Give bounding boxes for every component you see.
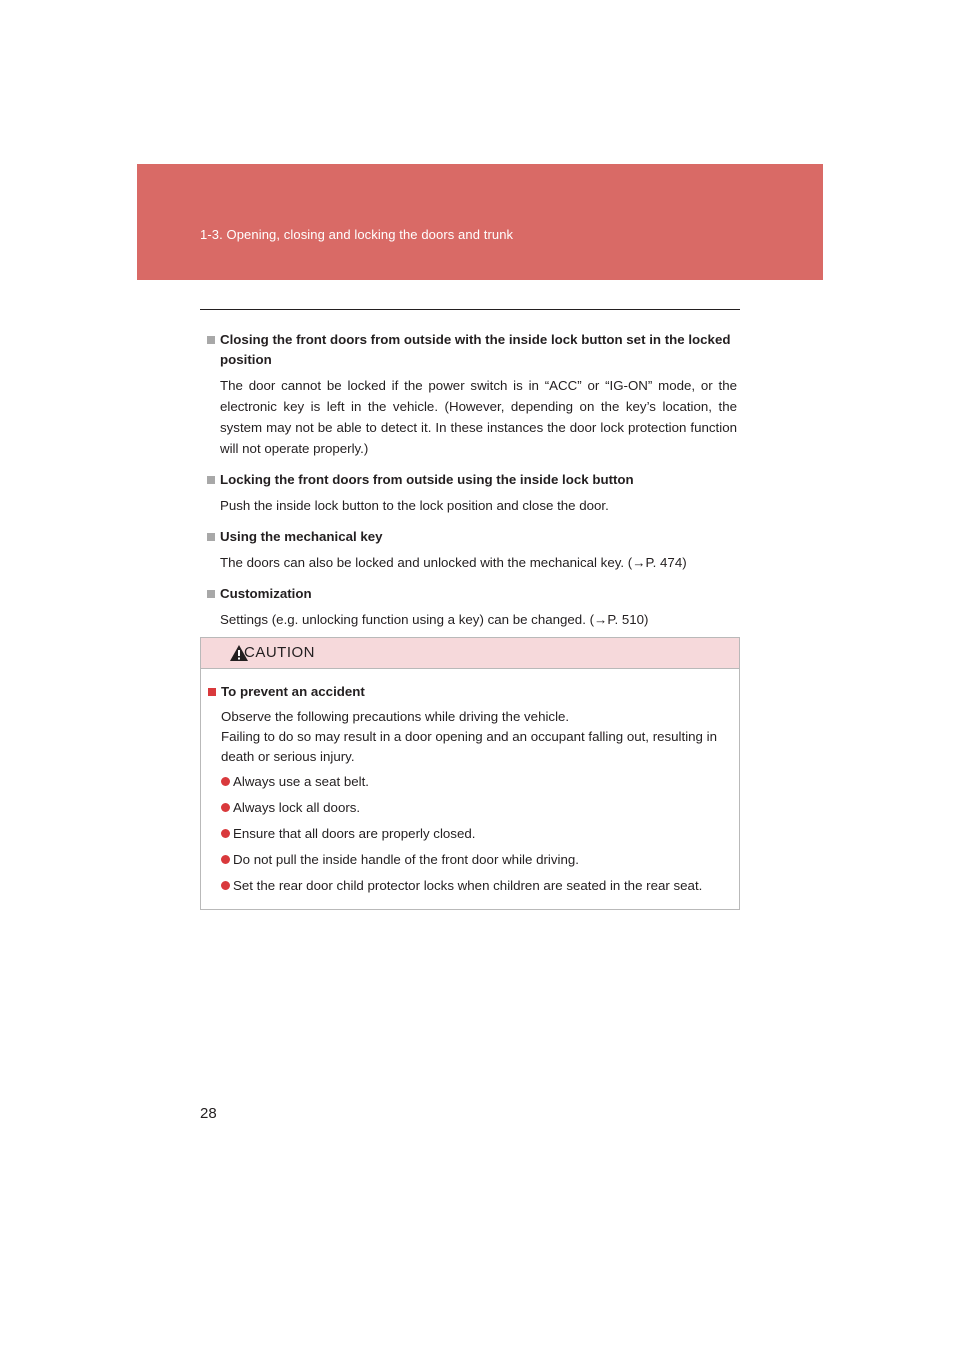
round-bullet-icon xyxy=(221,777,230,786)
square-bullet-icon xyxy=(208,688,216,696)
list-item: Ensure that all doors are properly closed. xyxy=(208,824,736,844)
section-body: Settings (e.g. unlocking function using a key) can be changed. (→P. 510) xyxy=(220,612,649,627)
chapter-title: 1-3. Opening, closing and locking the doors and trunk xyxy=(200,227,514,242)
round-bullet-icon xyxy=(221,855,230,864)
caution-intro: Observe the following precautions while driving the vehicle. Failing to do so may result in a door opening and an occupant falling out, resulting in death or serious injury. xyxy=(221,709,717,764)
square-bullet-icon xyxy=(207,533,215,541)
section-mechanical-key xyxy=(207,527,737,573)
list-item: Always lock all doors. xyxy=(208,798,736,818)
caution-title: CAUTION xyxy=(244,644,315,661)
section-heading: Closing the front doors from outside with the inside lock button set in the locked position xyxy=(207,330,737,370)
section-locking-doors xyxy=(207,470,737,516)
info-sections xyxy=(207,330,737,641)
section-body: The doors can also be locked and unlocked with the mechanical key. (→P. 474) xyxy=(220,555,687,570)
caution-content xyxy=(208,682,736,902)
caution-box xyxy=(200,637,740,910)
page-number: 28 xyxy=(200,1105,217,1122)
caution-heading: To prevent an accident xyxy=(208,682,736,702)
section-closing-doors xyxy=(207,330,737,459)
section-heading: Using the mechanical key xyxy=(207,527,737,547)
list-item: Do not pull the inside handle of the front door while driving. xyxy=(208,850,736,870)
section-customization xyxy=(207,584,737,630)
list-item: Always use a seat belt. xyxy=(208,772,736,792)
section-body: The door cannot be locked if the power switch is in “ACC” or “IG-ON” mode, or the electronic key is left in the vehicle. (However, depending on the key’s location, the system may not be able to detect it. In these instances the door lock protection function will not operate properly.) xyxy=(220,378,737,456)
section-divider xyxy=(200,309,740,310)
section-heading: Customization xyxy=(207,584,737,604)
list-item: Set the rear door child protector locks when children are seated in the rear seat. xyxy=(208,876,736,896)
square-bullet-icon xyxy=(207,336,215,344)
section-body: Push the inside lock button to the lock position and close the door. xyxy=(220,498,609,513)
round-bullet-icon xyxy=(221,881,230,890)
caution-header xyxy=(201,638,739,669)
chapter-header-band xyxy=(137,164,823,280)
section-heading: Locking the front doors from outside using the inside lock button xyxy=(207,470,737,490)
caution-bullet-list xyxy=(208,772,736,896)
round-bullet-icon xyxy=(221,829,230,838)
square-bullet-icon xyxy=(207,590,215,598)
square-bullet-icon xyxy=(207,476,215,484)
round-bullet-icon xyxy=(221,803,230,812)
